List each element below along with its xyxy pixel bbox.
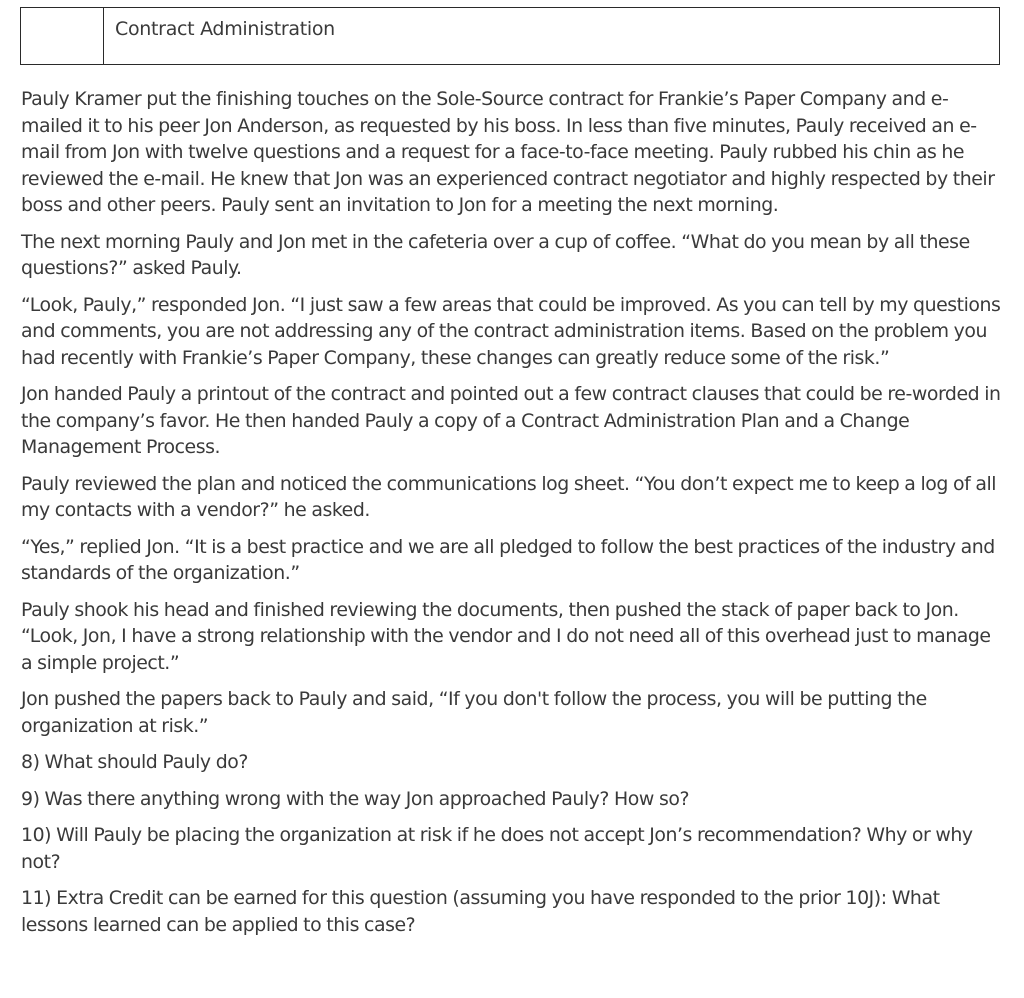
paragraph-jon-response: “Look, Pauly,” responded Jon. “I just saw a few areas that could be improved. As you can tell by my questions and comments, you are not addressing any of the contract administration items. Based on the problem you had recently with Frankie’s Paper Company, these changes can greatly reduce some of the risk.” <box>21 293 1001 369</box>
header-table <box>20 7 1000 65</box>
paragraph-log-sheet: Pauly reviewed the plan and noticed the communications log sheet. “You don’t expect me to keep a log of all my contacts with a vendor?” he asked. <box>21 472 997 521</box>
question-11: 11) Extra Credit can be earned for this question (assuming you have responded to the prior 10J): What lessons learned can be applied to this case? <box>21 887 940 936</box>
section-title: Contract Administration <box>115 18 335 40</box>
paragraph-intro: Pauly Kramer put the finishing touches on the Sole-Source contract for Frankie’s Paper Company and e-mailed it to his peer Jon Anderson, as requested by his boss. In less than five minutes, Pauly received an e-mail from Jon with twelve questions and a request for a face-to-face meeting. Pauly rubbed his chin as he reviewed the e-mail. He knew that Jon was an experienced contract negotiator and highly respected by their boss and other peers. Pauly sent an invitation to Jon for a meeting the next morning. <box>21 88 995 216</box>
question-9: 9) Was there anything wrong with the way Jon approached Pauly? How so? <box>21 787 690 810</box>
header-blank-cell <box>21 8 104 64</box>
paragraph-cafeteria: The next morning Pauly and Jon met in the cafeteria over a cup of coffee. “What do you mean by all these questions?” asked Pauly. <box>21 230 970 279</box>
case-study-content <box>21 86 1006 948</box>
paragraph-risk: Jon pushed the papers back to Pauly and said, “If you don't follow the process, you will be putting the organization at risk.” <box>21 688 927 737</box>
question-10: 10) Will Pauly be placing the organization at risk if he does not accept Jon’s recommendation? Why or why not? <box>21 824 973 873</box>
paragraph-overhead: Pauly shook his head and finished reviewing the documents, then pushed the stack of paper back to Jon. “Look, Jon, I have a strong relationship with the vendor and I do not need all of this overhead just to manage a simple project.” <box>21 598 991 674</box>
paragraph-best-practice: “Yes,” replied Jon. “It is a best practice and we are all pledged to follow the best practices of the industry and standards of the organization.” <box>21 535 995 584</box>
question-8: 8) What should Pauly do? <box>21 751 248 773</box>
paragraph-printout: Jon handed Pauly a printout of the contract and pointed out a few contract clauses that could be re-worded in the company’s favor. He then handed Pauly a copy of a Contract Administration Plan and a Change Management Process. <box>21 383 1001 458</box>
